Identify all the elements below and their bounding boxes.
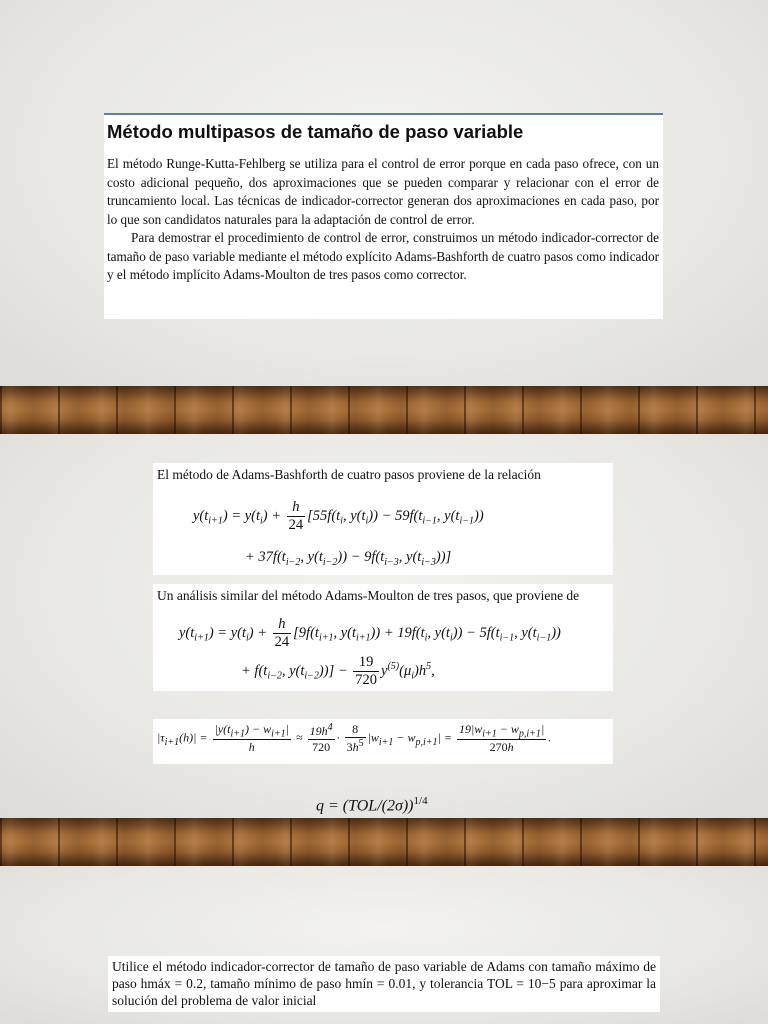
adams-moulton-card xyxy=(153,584,613,691)
ab-equation-line-1: $y(t_{i+1}) = y(t_i)$ + $\frac{h}{24}$ [$55f(t_i$, $y(t_i)) - 59f(t_{i-1}$, $y(t_{i-1})$) xyxy=(193,499,484,533)
exercise-card xyxy=(108,956,660,1012)
am-intro-text: Un análisis similar del método Adams-Moulton de tres pasos, que proviene de xyxy=(157,588,580,603)
tau-equation: $|\tau_{i+1}(h)|$ = $\frac{|y(t_{i+1}) - w_{i+1}|}{h}$ ≈ $\frac{19h^4}{720}$ · $\frac{8}{3h^5}$ $|w_{i+1} - w_{p,i+1}|$ = $\frac{19|w_{i+1} - w_{p,i+1}|}{270h}$ . xyxy=(157,722,552,755)
text-card-intro xyxy=(104,113,663,319)
q-equation: $q = (TOL/(2\sigma))^{1/4}$ xyxy=(316,795,428,815)
q-formula-card xyxy=(310,791,460,821)
ab-intro-text: El método de Adams-Bashforth de cuatro pasos proviene de la relación xyxy=(157,467,541,482)
ab-equation-line-2: + $37f(t_{i-2}$, $y(t_{i-2})) - 9f(t_{i-3}$, $y(t_{i-3})$)] xyxy=(245,549,452,568)
am-equation-line-2: + $f(t_{i-2}$, $y(t_{i-2})$)] − $\frac{19}{720}$ $y^{(5)}(\mu_i)h^5$, xyxy=(241,654,435,688)
paragraph-1: El método Runge-Kutta-Fehlberg se utiliza para el control de error porque en cada paso ofrece, con un costo adicional pequeño, dos aproximaciones que se pueden comparar y relacionar con el error de truncamiento local. Las técnicas de indicador-corrector generan dos aproximaciones en cada paso, por lo que son candidatos naturales para la adaptación de control de error. xyxy=(107,156,659,227)
slide-heading: Método multipasos de tamaño de paso variable xyxy=(107,121,524,142)
adams-bashforth-card xyxy=(153,463,613,575)
paragraph-2: Para demostrar el procedimiento de control de error, construimos un método indicador-corrector de tamaño de paso variable mediante el método explícito Adams-Bashforth de cuatro pasos como indicador y el método implícito Adams-Moulton de tres pasos como corrector. xyxy=(107,230,659,282)
exercise-text: Utilice el método indicador-corrector de tamaño de paso variable de Adams con tamaño máximo de paso hmáx = 0.2, tamaño mínimo de paso hmín = 0.01, y tolerancia TOL = 10−5 para aproximar la solución del problema de valor inicial xyxy=(112,959,656,1008)
am-equation-line-1: $y(t_{i+1}) = y(t_i)$ + $\frac{h}{24}$ [$9f(t_{i+1}$, $y(t_{i+1})) + 19f(t_i$, $y(t_i)) - 5f(t_{i-1}$, $y(t_{i-1})$) xyxy=(179,616,561,650)
wood-floor-divider xyxy=(0,386,768,434)
wood-floor-divider-2 xyxy=(0,818,768,866)
truncation-error-card xyxy=(153,719,613,764)
